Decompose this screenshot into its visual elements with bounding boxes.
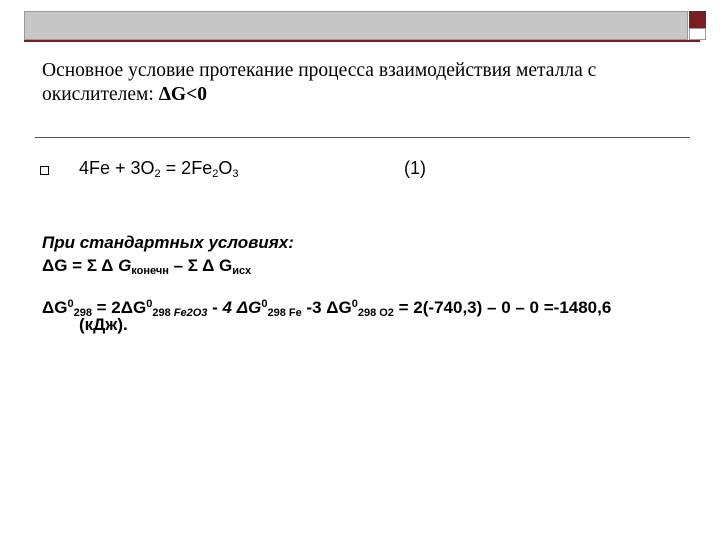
corner-outline-box	[689, 28, 706, 40]
top-decor-bar	[24, 11, 688, 40]
eq-part2: = 2Fe	[160, 158, 213, 178]
corner-accent-box	[689, 11, 706, 28]
calc-sub2: 298	[152, 307, 174, 319]
title-line1: Основное условие протекание процесса взаимодействия металла с	[42, 60, 597, 81]
title-line2-bold: ΔG<0	[158, 84, 207, 105]
calc-sup1: 0	[67, 298, 74, 310]
calc-sub3: 298 Fe	[267, 307, 302, 319]
calc-sub2i: Fe2O3	[173, 307, 208, 319]
calc-sup2: 0	[146, 298, 153, 310]
slide-title	[42, 59, 682, 107]
calc-unit: (кДж).	[79, 315, 128, 334]
standard-conditions-label: При стандартных условиях:	[42, 233, 294, 252]
equation-number: (1)	[404, 158, 426, 178]
gibbs-formula	[42, 256, 251, 277]
divider	[35, 137, 690, 138]
calc-t1: ΔG	[42, 298, 68, 317]
reaction-equation	[79, 158, 238, 180]
calc-sub1: 298	[73, 307, 92, 319]
calc-sup4: 0	[351, 298, 358, 310]
gibbs-calculation	[42, 293, 702, 324]
eq-part1: 4Fe + 3O	[79, 158, 155, 178]
dg-sub2: исх	[232, 265, 252, 277]
calc-sub4: 298 O2	[357, 307, 394, 319]
eq-sub1: 2	[154, 168, 161, 180]
bullet-square-icon	[40, 166, 49, 175]
dg-part2: – Σ Δ G	[168, 256, 233, 275]
accent-line	[24, 40, 700, 42]
eq-sub3: 3	[232, 168, 239, 180]
calc-sup3: 0	[261, 298, 268, 310]
title-line2-prefix: окислителем:	[42, 84, 159, 105]
dg-part1: ΔG = Σ Δ	[42, 256, 119, 275]
dg-g1: G	[118, 256, 132, 275]
calc-t2: = 2ΔG	[91, 298, 147, 317]
eq-sub2: 2	[212, 168, 219, 180]
calc-t4: -3 ΔG	[301, 298, 352, 317]
calc-t3: - 4 ΔG	[207, 298, 262, 317]
eq-part3: O	[218, 158, 233, 178]
calc-t5: = 2(-740,3) – 0 – 0 =-1480,6	[393, 298, 612, 317]
dg-sub1: конечн	[131, 265, 169, 277]
